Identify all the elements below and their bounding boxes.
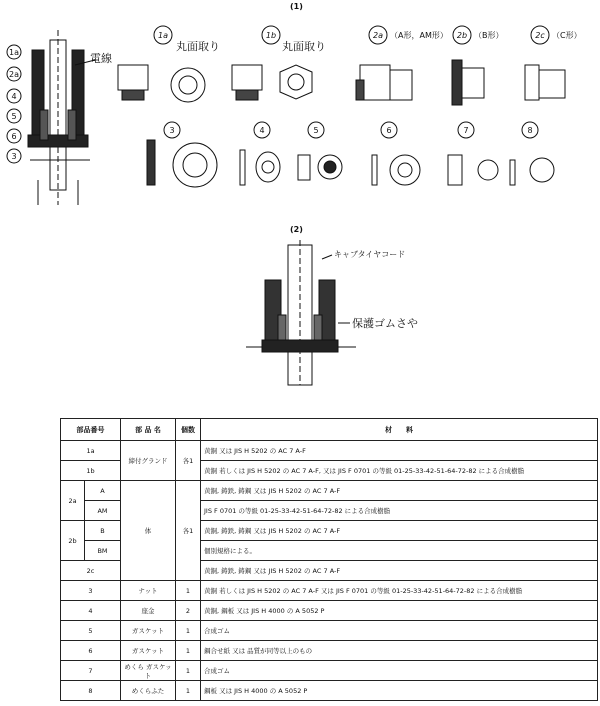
protective-sheath-label: 保護ゴムさや [352, 317, 418, 330]
row-qty: 1 [176, 621, 201, 641]
row-name: ナット [121, 581, 176, 601]
part-8-num: 8 [527, 126, 533, 135]
row-material: 黄銅, 鋳鉄, 鋳鋼 又は JIS H 5202 の AC 7 A-F [201, 481, 598, 501]
row-qty: 各1 [176, 481, 201, 581]
head-2b-text: （B形） [474, 31, 504, 40]
row-no: 2a [61, 481, 85, 521]
row-qty: 1 [176, 661, 201, 681]
head-2b-num: 2b [456, 31, 468, 40]
table-row [61, 601, 598, 621]
row1-parts [118, 60, 565, 105]
row-qty: 各1 [176, 441, 201, 481]
head-2c-text: （C形） [552, 31, 582, 40]
head-1a-text: 丸面取り [176, 40, 220, 53]
figure-2-drawing [0, 235, 600, 395]
row-material: 鋼板 又は JIS H 4000 の A 5052 P [201, 681, 598, 701]
table-row [61, 641, 598, 661]
part-6-num: 6 [386, 126, 392, 135]
row2-circles [164, 122, 538, 138]
cable-label: 電線 [90, 52, 112, 65]
row-name: ガスケット [121, 621, 176, 641]
callout-1a: 1a [9, 48, 19, 57]
part-3-num: 3 [169, 126, 175, 135]
row-no: 5 [61, 621, 121, 641]
figure-2-label: (2) [290, 225, 303, 234]
row-name: 座金 [121, 601, 176, 621]
head-1b-text: 丸面取り [282, 40, 326, 53]
row-name: ガスケット [121, 641, 176, 661]
callout-2a: 2a [9, 70, 19, 79]
row-material: 合成ゴム [201, 661, 598, 681]
row-material: 合成ゴム [201, 621, 598, 641]
row-qty: 2 [176, 601, 201, 621]
row-material: 黄銅, 鋼板 又は JIS H 4000 の A 5052 P [201, 601, 598, 621]
row-qty: 1 [176, 641, 201, 661]
row-material: 黄銅, 鋳鉄, 鋳鋼 又は JIS H 5202 の AC 7 A-F [201, 521, 598, 541]
part-4-num: 4 [259, 126, 265, 135]
head-2a-text: （A形，AM形） [390, 31, 448, 40]
header-material: 材 料 [201, 419, 598, 441]
row-no: 6 [61, 641, 121, 661]
row-sub: BM [85, 541, 121, 561]
row-material: 鋼合せ紙 又は 品質が同等以上のもの [201, 641, 598, 661]
header-part-no: 部品番号 [61, 419, 121, 441]
gland-section [246, 240, 356, 385]
callout-5: 5 [11, 112, 17, 121]
left-callouts [7, 45, 21, 163]
table-row [61, 621, 598, 641]
cabtyre-cord-label: キャブタイヤコード [334, 250, 406, 259]
row-no: 1b [61, 461, 121, 481]
row-no: 4 [61, 601, 121, 621]
figure-1-label: (1) [290, 2, 303, 11]
head-1b-num: 1b [265, 31, 277, 40]
row-material: 黄銅 若しくは JIS H 5202 の AC 7 A-F, 又は JIS F 0701 の等級 01-25-33-42-51-64-72-82 による合成樹脂 [201, 461, 598, 481]
row-name: 締付グランド [121, 441, 176, 481]
row-sub: B [85, 521, 121, 541]
row2-parts [147, 140, 554, 187]
callout-6: 6 [11, 132, 17, 141]
row-material: 個別規格による。 [201, 541, 598, 561]
figure-1-drawing [0, 10, 600, 210]
row-no: 1a [61, 441, 121, 461]
head-1a-num: 1a [158, 31, 168, 40]
row-material: 黄銅 又は JIS H 5202 の AC 7 A-F [201, 441, 598, 461]
header-part-name: 部 品 名 [121, 419, 176, 441]
head-2a-num: 2a [373, 31, 383, 40]
row-sub: A [85, 481, 121, 501]
row-no: 8 [61, 681, 121, 701]
head-2c-num: 2c [535, 31, 545, 40]
row-material: JIS F 0701 の等級 01-25-33-42-51-64-72-82 による合成樹脂 [201, 501, 598, 521]
row-no: 2c [61, 561, 121, 581]
table-row [61, 581, 598, 601]
part-7-num: 7 [463, 126, 469, 135]
callout-3: 3 [11, 152, 17, 161]
table-row [61, 481, 598, 501]
header-qty: 個数 [176, 419, 201, 441]
row-no: 2b [61, 521, 85, 561]
row-sub: AM [85, 501, 121, 521]
table-row [61, 441, 598, 461]
row-name: めくら ガスケット [121, 661, 176, 681]
callout-4: 4 [11, 92, 17, 101]
table-header-row [61, 419, 598, 441]
parts-table [60, 418, 598, 701]
part-5-num: 5 [313, 126, 319, 135]
table-row [61, 681, 598, 701]
row-material: 黄銅 若しくは JIS H 5202 の AC 7 A-F 又は JIS F 0701 の等級 01-25-33-42-51-64-72-82 による合成樹脂 [201, 581, 598, 601]
table-row [61, 661, 598, 681]
row-qty: 1 [176, 681, 201, 701]
row-qty: 1 [176, 581, 201, 601]
row-name: めくらふた [121, 681, 176, 701]
row-no: 7 [61, 661, 121, 681]
row-name: 体 [121, 481, 176, 581]
row-material: 黄銅, 鋳鉄, 鋳鋼 又は JIS H 5202 の AC 7 A-F [201, 561, 598, 581]
assembly-section [28, 30, 95, 205]
row-no: 3 [61, 581, 121, 601]
